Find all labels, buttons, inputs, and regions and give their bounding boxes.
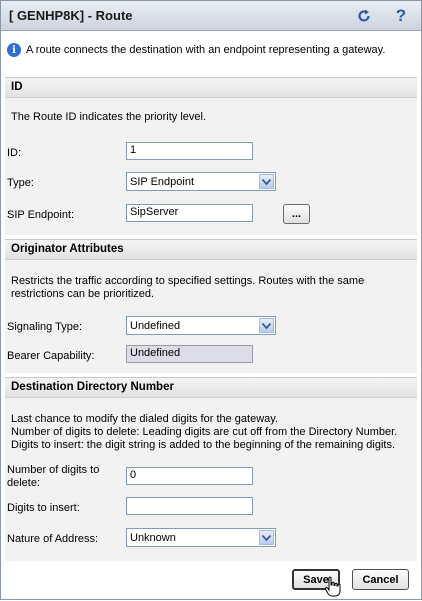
delete-digits-label-line1: Number of digits to [7, 464, 100, 476]
nature-of-address-select[interactable] [126, 528, 276, 547]
originator-section [5, 239, 417, 373]
refresh-icon[interactable] [353, 5, 375, 27]
chevron-down-icon [259, 530, 274, 545]
signaling-type-label: Signaling Type: [7, 321, 83, 333]
info-row [1, 37, 421, 63]
chevron-down-icon [259, 174, 274, 189]
info-text: A route connects the destination with an endpoint representing a gateway. [26, 44, 386, 56]
id-section-description: The Route ID indicates the priority level. [11, 111, 207, 123]
info-icon: i [7, 43, 21, 57]
insert-digits-field[interactable] [126, 497, 253, 515]
bearer-capability-label: Bearer Capability: [7, 350, 95, 362]
destination-section [5, 377, 417, 561]
nature-of-address-value: Unknown [130, 531, 176, 544]
save-button[interactable]: Save [292, 569, 340, 590]
destination-description-line1: Last chance to modify the dialed digits for the gateway. [11, 413, 279, 425]
nature-of-address-label: Nature of Address: [7, 533, 99, 545]
originator-description [11, 275, 364, 301]
destination-description [11, 413, 397, 452]
window-title: [ GENHP8K] - Route [9, 8, 133, 23]
delete-digits-label-line2: delete: [7, 477, 41, 489]
cancel-button[interactable]: Cancel [352, 569, 409, 590]
title-bar [1, 1, 421, 31]
signaling-type-value: Undefined [130, 319, 181, 332]
signaling-type-select[interactable] [126, 316, 276, 335]
type-select-value: SIP Endpoint [130, 175, 195, 188]
id-label: ID: [7, 147, 22, 159]
insert-digits-label: Digits to insert: [7, 502, 80, 514]
originator-description-line1: Restricts the traffic according to specified settings. Routes with the same [11, 275, 365, 287]
delete-digits-field[interactable]: 0 [126, 467, 253, 485]
type-label: Type: [7, 177, 34, 189]
destination-description-line3: Digits to insert: the digit string is added to the beginning of the remaining digits. [11, 439, 396, 451]
id-section-header: ID [5, 78, 417, 98]
sip-endpoint-field[interactable]: SipServer [126, 204, 253, 222]
destination-description-line2: Number of digits to delete: Leading digits are cut off from the Directory Number. [11, 426, 398, 438]
hand-cursor-icon [324, 576, 342, 601]
destination-section-header: Destination Directory Number [5, 378, 417, 398]
id-field[interactable]: 1 [126, 142, 253, 160]
id-section [5, 77, 417, 235]
delete-digits-label [7, 464, 99, 490]
sip-endpoint-label: SIP Endpoint: [7, 209, 75, 221]
originator-section-header: Originator Attributes [5, 240, 417, 260]
help-icon[interactable]: ? [395, 6, 407, 25]
originator-description-line2: restrictions can be prioritized. [11, 288, 155, 300]
bearer-capability-field: Undefined [126, 345, 253, 363]
chevron-down-icon [259, 318, 274, 333]
browse-button[interactable]: ... [283, 204, 310, 224]
type-select[interactable] [126, 172, 276, 191]
